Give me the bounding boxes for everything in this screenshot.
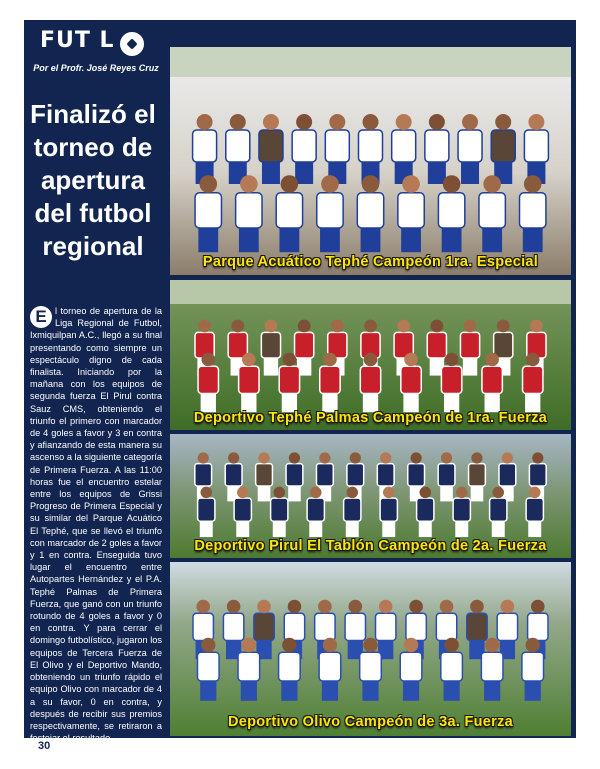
- photo-caption-1: Parque Acuático Tephé Campeón 1ra. Especial: [202, 254, 539, 270]
- soccer-ball-icon: [120, 32, 144, 56]
- team-photo-4: [170, 562, 571, 736]
- article-headline: Finalizó el torneo de apertura del futbol regional: [30, 99, 156, 261]
- logo-text: FUT L: [40, 28, 115, 53]
- team-photo-2: [170, 280, 571, 430]
- photo-caption-4: Deportivo Olivo Campeón de 3a. Fuerza: [227, 714, 514, 730]
- team-photo-2-image: [170, 280, 571, 430]
- futbol-logo: [38, 28, 158, 68]
- author-byline: Por el Profr. José Reyes Cruz: [33, 63, 159, 73]
- drop-cap: E: [30, 306, 52, 328]
- page-number: 30: [38, 740, 51, 752]
- team-photo-1: [170, 47, 571, 275]
- photo-caption-3: Deportivo Pirul El Tablón Campeón de 2a. Fuerza: [194, 538, 547, 554]
- team-photo-1-image: [170, 47, 571, 275]
- photo-caption-2: Deportivo Tephé Palmas Campeón de 1ra. Fuerza: [193, 410, 548, 426]
- article-body: [30, 305, 162, 744]
- team-photo-4-image: [170, 562, 571, 736]
- article-body-text: l torneo de apertura de la Liga Regional de Futbol, Ixmiquilpan A.C., llegó a su final presentando como siempre un espectáculo digno de cada finalista. Iniciando por la mañana con los equipos de segunda fuerza El Pirul contra Sauz CMS, obteniendo el triunfo el primero con marcador de 4 goles a favor y 3 en contra y afianzando de esta manera su ascenso a la siguiente categoría de Primera Fuerza. A las 11:00 horas fue el encuentro estelar entre los equipos de Grissi Progreso de Primera Especial y su similar del Parque Acuático El Tephé, que se llevó el triunfo con marcador de 2 goles a favor y 1 en contra. Enseguida tuvo lugar el encuentro entre Autopartes Hernández y el P.A. Tephé Palmas de Primera Fuerza, que ganó con un triunfo rotundo de 4 goles a favor y 0 en contra. Y para cerrar el domingo futbolístico, jugaron los equipos de Tercera Fuerza de El Olivo y el Deportivo Mando, obteniendo un triunfo rápido el equipo Olivo con marcador de 4 a su favor, 0 en contra, y después de recibir sus premios respectivamente, se retiraron a festejar el resultado.: [30, 306, 162, 744]
- team-photo-3: [170, 434, 571, 558]
